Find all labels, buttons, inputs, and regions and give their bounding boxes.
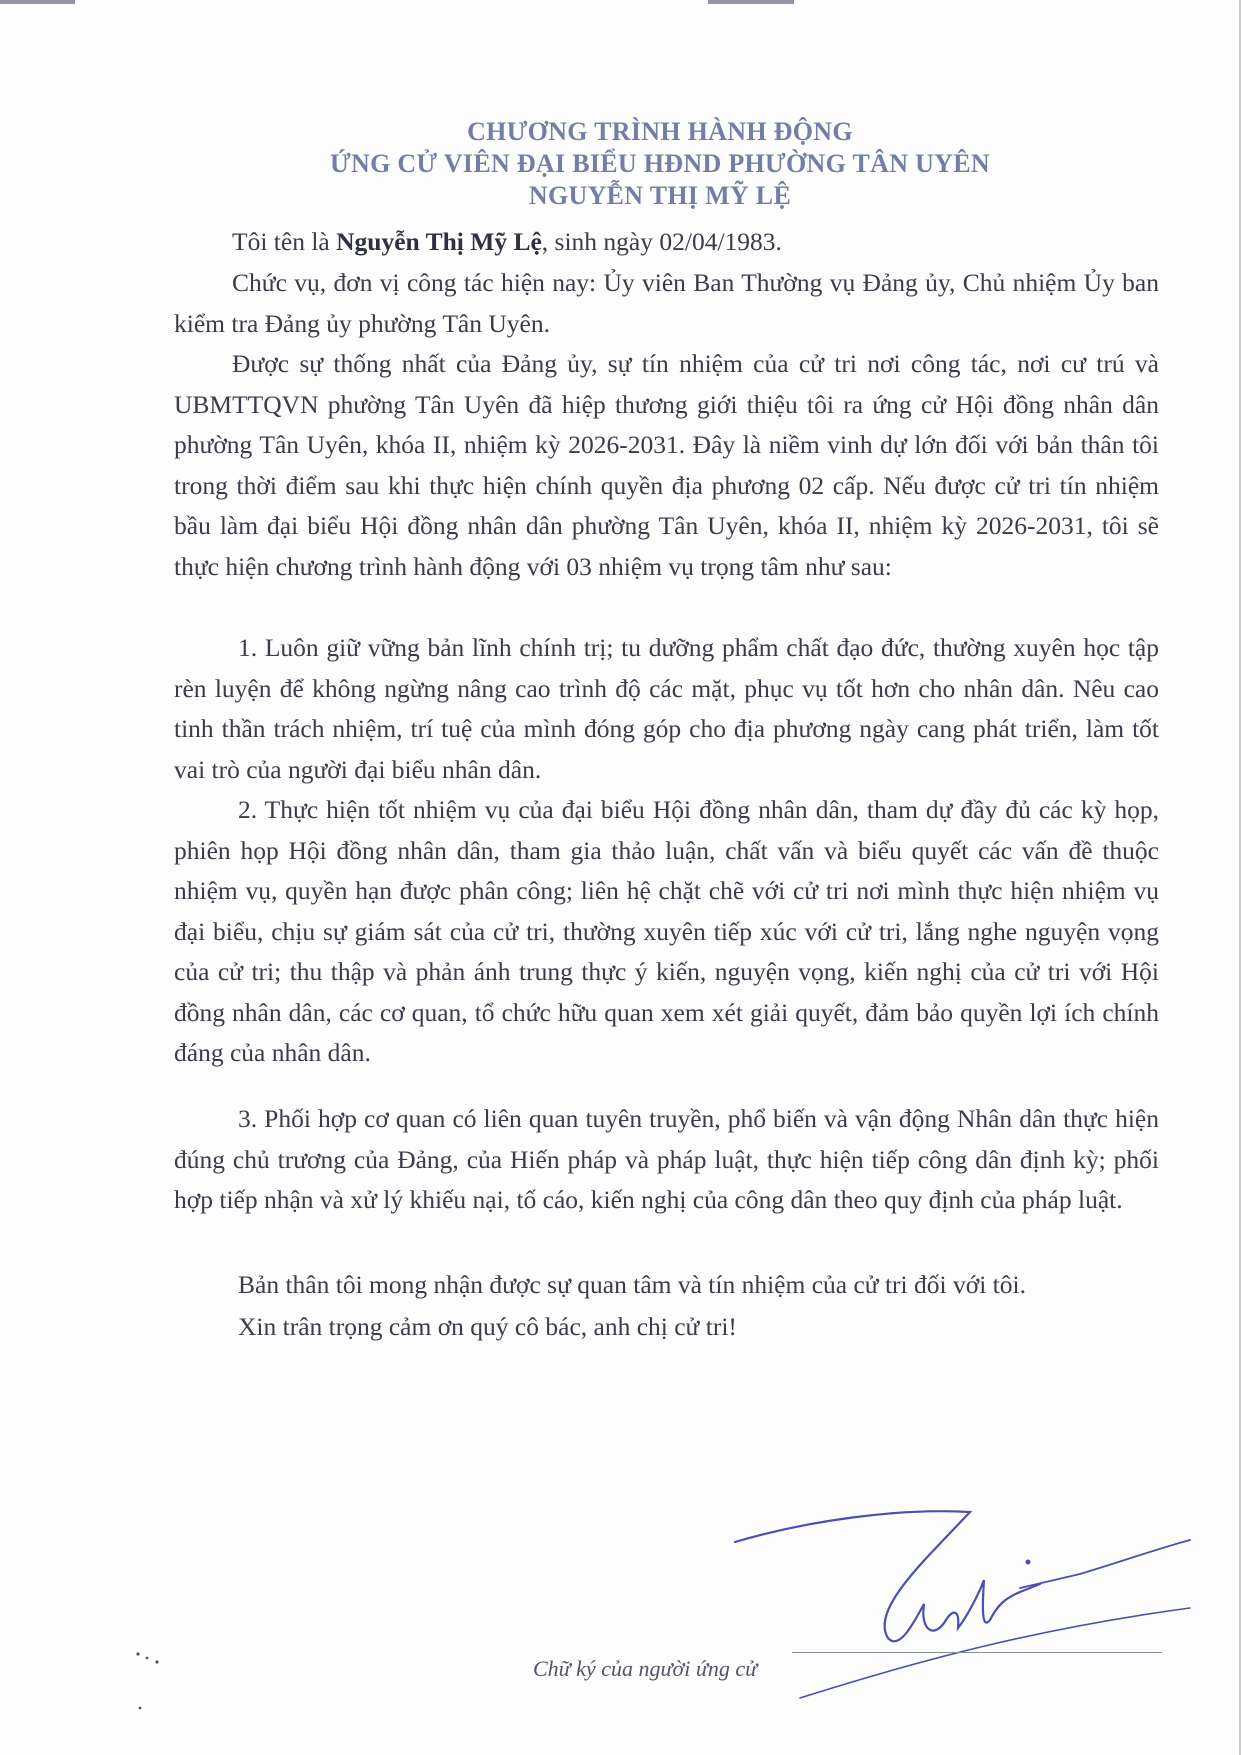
nomination-paragraph: Được sự thống nhất của Đảng ủy, sự tín nhiệm của cử tri nơi công tác, nơi cư trú và UBMTTQVN phường Tân Uyên đã hiệp thương giới thiệu tôi ra ứng cử Hội đồng nhân dân phường Tân Uyên, khóa II, nhiệm kỳ 2026-2031. Đây là niềm vinh dự lớn đối với bản thân tôi trong thời điểm sau khi thực hiện chính quyền địa phương 02 cấp. Nếu được cử tri tín nhiệm bầu làm đại biểu Hội đồng nhân dân phường Tân Uyên, khóa II, nhiệm kỳ 2026-2031, tôi sẽ thực hiện chương trình hành động với 03 nhiệm vụ trọng tâm như sau:: [174, 349, 1159, 581]
intro-prefix: Tôi tên là: [232, 227, 337, 256]
title-line-2: ỨNG CỬ VIÊN ĐẠI BIỂU HĐND PHƯỜNG TÂN UYÊN: [330, 149, 990, 178]
task-3: 3. Phối hợp cơ quan có liên quan tuyên truyền, phổ biến và vận động Nhân dân thực hiện đúng chủ trương của Đảng, của Hiến pháp và pháp luật, thực hiện tiếp công dân định kỳ; phối hợp tiếp nhận và xử lý khiếu nại, tố cáo, kiến nghị của công dân theo quy định của pháp luật.: [174, 1104, 1159, 1214]
intro-suffix: , sinh ngày 02/04/1983.: [541, 227, 782, 256]
scan-edge-mark: [0, 0, 75, 4]
closing-line-1: Bản thân tôi mong nhận được sự quan tâm và tín nhiệm của cử tri đối với tôi.: [238, 1270, 1026, 1299]
signature-label: Chữ ký của người ứng cử: [533, 1656, 758, 1681]
handwritten-signature: [720, 1500, 1240, 1700]
title-line-1: CHƯƠNG TRÌNH HÀNH ĐỘNG: [467, 117, 853, 146]
candidate-name: Nguyễn Thị Mỹ Lệ: [336, 227, 542, 256]
title-line-3: NGUYỄN THỊ MỸ LỆ: [528, 181, 792, 210]
task-1: 1. Luôn giữ vững bản lĩnh chính trị; tu dưỡng phẩm chất đạo đức, thường xuyên học tập rèn luyện để không ngừng nâng cao trình độ các mặt, phục vụ tốt hơn cho nhân dân. Nêu cao tinh thần trách nhiệm, trí tuệ của mình đóng góp cho địa phương ngày cang phát triển, làm tốt vai trò của người đại biểu nhân dân.: [174, 633, 1159, 784]
signature-line: [792, 1652, 1162, 1653]
document-title: [150, 116, 1170, 212]
scan-specks: [135, 1648, 175, 1728]
task-2: 2. Thực hiện tốt nhiệm vụ của đại biểu Hội đồng nhân dân, tham dự đầy đủ các kỳ họp, phiên họp Hội đồng nhân dân, tham gia thảo luận, chất vấn và biểu quyết các vấn đề thuộc nhiệm vụ, quyền hạn được phân công; liên hệ chặt chẽ với cử tri nơi mình thực hiện nhiệm vụ đại biểu, chịu sự giám sát của cử tri, thường xuyên tiếp xúc với cử tri, lắng nghe nguyện vọng của cử tri; thu thập và phản ánh trung thực ý kiến, nguyện vọng, kiến nghị của cử tri với Hội đồng nhân dân, các cơ quan, tổ chức hữu quan xem xét giải quyết, đảm bảo quyền lợi ích chính đáng của nhân dân.: [174, 795, 1159, 1067]
position-paragraph: Chức vụ, đơn vị công tác hiện nay: Ủy viên Ban Thường vụ Đảng ủy, Chủ nhiệm Ủy ban kiểm tra Đảng ủy phường Tân Uyên.: [174, 268, 1159, 338]
intro-paragraph: [174, 222, 1159, 263]
closing-line-2: Xin trân trọng cảm ơn quý cô bác, anh chị cử tri!: [238, 1312, 737, 1341]
scan-edge-mark: [708, 0, 794, 4]
